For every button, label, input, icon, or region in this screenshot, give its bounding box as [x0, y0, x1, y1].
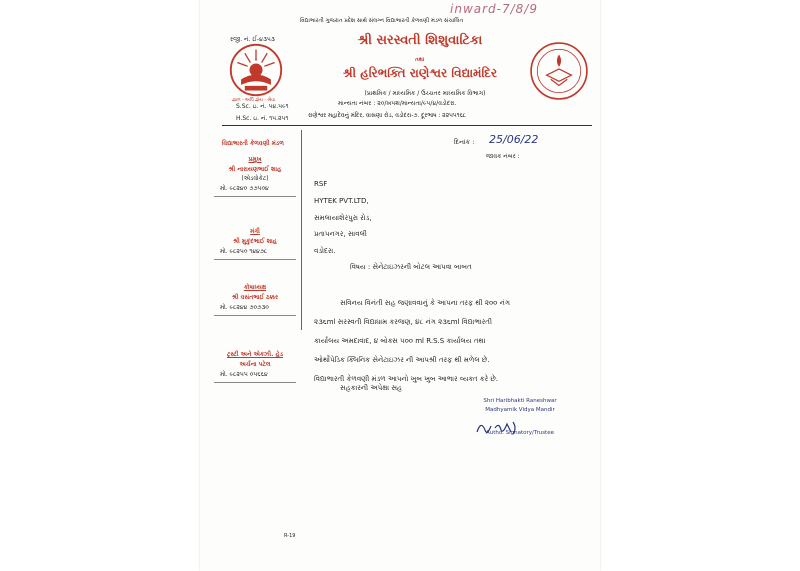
member-role: મંત્રી	[250, 228, 260, 235]
member-role: ટ્રસ્ટી અને એક્ઝી. હેડ	[226, 351, 284, 358]
member-divider	[214, 315, 296, 316]
date-value: 25/06/22	[489, 133, 539, 146]
date-label: દિનાંક :	[454, 138, 475, 146]
school-sections: (પ્રાથમિક / માધ્યમિક / ઉચ્ચતર માધ્યમિક વિભાગ)	[364, 90, 486, 97]
school-emblem-icon	[228, 42, 284, 98]
recipient-line: પ્રતાપનગર, સાવલી	[314, 230, 367, 239]
inward-stamp: inward-7/8/9	[450, 2, 538, 16]
member-role: પ્રમુખ	[248, 156, 262, 163]
hsc-index-number: H.Sc. ઇ. નં. ૧૫.૨૫૧	[236, 115, 289, 122]
letter-closing: સહકારની અપેક્ષા સહ	[340, 384, 402, 392]
signatory-line: Shri Haribhakti Raneshwar	[483, 398, 557, 404]
affiliation-line: વિદ્યાભારતી ગુજરાત પ્રદેશ સાથે સંલગ્ન વિદ્યાભારતી કેળવણી મંડળ સંચાલિત	[300, 18, 464, 24]
member-designation: (એડવોકેટ)	[241, 175, 269, 182]
vidyabharati-logo-icon	[528, 40, 590, 102]
member-divider	[214, 259, 296, 260]
sidebar-divider	[301, 130, 302, 330]
recipient-line: RSF	[314, 180, 328, 188]
school-address: રાણેશ્વર મહાદેવનું મંદિર, વાસણા રોડ, વડોદરા-૭. દૂરભાષ : ૨૨૫૫૧૬૮	[308, 113, 466, 119]
member-phone: મો. ૯૮૨૪૪ ૭૦૭૩૦	[220, 304, 269, 311]
form-code: R-19	[284, 533, 296, 539]
conjunction-text: તથા	[415, 57, 425, 63]
ssc-index-number: S.Sc. ઇ. નં. ૫૪.૫૯૧	[236, 103, 289, 110]
signature-icon	[473, 418, 533, 438]
member-name: શ્રી મુકુંદભાઈ શાહ	[233, 238, 277, 245]
school-name-primary: શ્રી સરસ્વતી શિશુવાટિકા	[357, 33, 483, 48]
sidebar-title: વિદ્યાભારતી કેળવણી મંડળ	[222, 140, 284, 147]
member-name: શ્રી વસંતભાઈ ઠક્કર	[231, 294, 279, 301]
member-treasurer	[214, 284, 296, 316]
member-name: અર્ચના પટેલ	[239, 361, 271, 368]
member-trustee	[214, 351, 296, 383]
outward-number-label: જાવક નંબર :	[486, 153, 520, 160]
member-role: કોષાધ્યક્ષ	[243, 284, 267, 291]
recipient-line: HYTEK PVT.LTD,	[314, 196, 369, 205]
recipient-line: વડોદરા.	[314, 247, 336, 256]
member-president	[214, 156, 296, 197]
letter-body	[314, 294, 586, 389]
member-divider	[214, 382, 296, 383]
body-line: કાર્યાલય અમદાવાદ, ૪ બોક્સ ૫૦૦ ml R.S.S કાર્યાલય તથા	[314, 337, 486, 345]
header-divider	[222, 125, 592, 126]
registration-number: રજી. નં. ઈ-૪૩૫૩	[230, 36, 275, 43]
signatory-line: Madhyamik Vidya Mandir	[485, 407, 555, 413]
body-line: ઓર્થોપેડિક ક્લિનિક સેનેટાઇઝર ની આપશ્રી તરફ થી મળેલ છે.	[314, 356, 490, 364]
signatory-title: Autho. Signatory/Trustee	[485, 430, 554, 436]
recipient-line: સમલાયાશેરપુરા રોડ,	[314, 213, 372, 222]
member-phone: મો. ૯૮૨૫૦ ૧૪૪૭૮	[220, 248, 268, 255]
body-line: ૨૩૬ml સરસ્વતી વિદ્યાધામ કરજણ, ૪૮ નંગ ૨૩૬ml વિદ્યાભારતી	[314, 318, 492, 326]
school-name-secondary: શ્રી હરિભક્તિ રાણેશ્વર વિદ્યામંદિર	[342, 66, 498, 80]
recognition-number: માન્યતા નંબર : ૨૦/ખપશ/માન્યતા/૯૫/૪/વડોદરા.	[338, 100, 457, 107]
body-line: વિદ્યાભારતી કેળવણી મંડળ આપનો ખુબ ખુબ આભાર વ્યક્ત કરે છે.	[314, 375, 499, 383]
body-line: સવિનય વિનંતી સહ જણાવવાનું કે આપના તરફ થી ૨૦૦ નંગ	[340, 299, 510, 307]
member-divider	[214, 196, 296, 197]
member-phone: મો. ૯૮૨૪૦ ૭૭૫૦૪	[220, 185, 269, 192]
emblem-motto: જ્ઞાન - અર્પિ જ્ઞેય - શ્રેષ્ઠ	[232, 98, 276, 103]
letter-subject: વિષય : સેનેટાઇઝરની બોટલ આપવા બાબત	[350, 263, 472, 271]
recipient-address	[314, 176, 372, 260]
member-phone: મો. ૯૮૨૫૫ ૦૫૬૬૪	[220, 371, 268, 378]
letterhead-page	[200, 0, 600, 571]
member-name: શ્રી નારાયણભાઈ શાહ	[228, 166, 282, 173]
member-secretary	[214, 228, 296, 260]
